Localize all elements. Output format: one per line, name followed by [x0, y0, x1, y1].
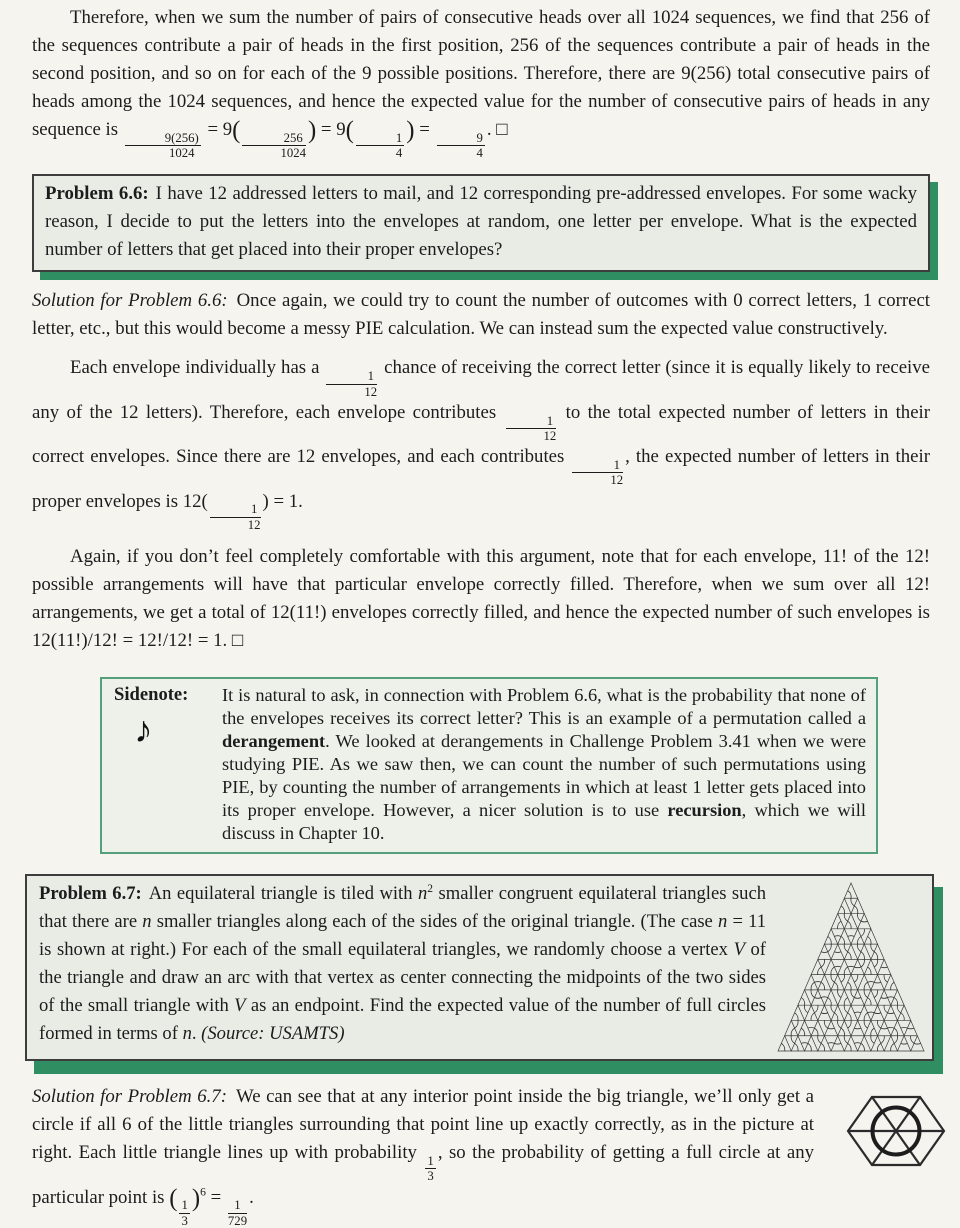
paragraph-consecutive-heads: Therefore, when we sum the number of pairs of consecutive heads over all 1024 sequences, we find that 256 of the sequences contribute a pair of heads in the first position, 256 of the sequences contribute a pair of heads in the second position, and so on for each of the 9 possible positions. Therefore, there are 9(256) total consecutive pairs of heads among the 1024 sequences, and hence the expected value for the number of consecutive pairs of heads in any sequence is $\frac{9(256)}{1024}$ = 9( $\frac{256}{1024}$ ) = 9( $\frac{1}{4}$ ) = $\frac{9}{4}$ . □ [32, 7, 930, 161]
triangle-grid-svg [776, 881, 926, 1053]
problem-6-6-label: Problem 6.6: [45, 183, 149, 205]
solution-6-6-p2: Each envelope individually has a $\frac{1}{12}$ chance of receiving the correct letter (since it is equally likely to receive any of the 12 letters). Therefore, each envelope contributes $\frac{1}{12}$ to the total expected number of letters in their correct envelopes. Since there are 12 envelopes, and each contributes $\frac{1}{12}$ , the expected number of letters in their proper envelopes is 12( $\frac{1}{12}$ ) = 1. [32, 357, 931, 532]
solution-6-7-text: We can see that at any interior point inside the big triangle, we’ll only get a circle if all 6 of the little triangles surrounding that point line up exactly correctly, as in the picture at right. Each little triangle lines up with probability $\frac{1}{3}$ , so the probability of getting a full circle at any particular point is ( $\frac{1}{3}$ )$^6$ = $\frac{1}{729}$ . [32, 1086, 814, 1228]
problem-6-7-box [25, 874, 934, 1061]
solution-6-6-p1-text: Once again, we could try to count the number of outcomes with 0 correct letters, 1 correct letter, etc., but this would become a messy PIE calculation. We can instead sum the expected value constructively. [32, 290, 930, 340]
problem-6-7-label: Problem 6.7: [39, 883, 142, 905]
music-note-icon: ♪ [134, 710, 153, 752]
problem-6-7-paragraph [39, 880, 776, 1048]
problem-6-6-text: I have 12 addressed letters to mail, and 12 corresponding pre-addressed envelopes. For some wacky reason, I decide to put the letters into the envelopes at random, one letter per envelope. What is the expected number of letters that get placed into their proper envelopes? [45, 183, 917, 261]
sidenote-box [100, 677, 878, 854]
solution-6-6-p3: Again, if you don’t feel completely comfortable with this argument, note that for each envelope, 11! of the 12! possible arrangements will have that particular envelope correctly filled. Therefore, when we sum over all 12! arrangements, we get a total of 12(11!) envelopes correctly filled, and hence the expected number of such envelopes is 12(11!)/12! = 12!/12! = 1. □ [32, 546, 930, 652]
sidenote-gutter [114, 684, 214, 845]
triangle-grid-figure [776, 880, 926, 1053]
solution-6-7-section [32, 1083, 930, 1228]
problem-6-7-text: An equilateral triangle is tiled with $n^2$ smaller congruent equilateral triangles such that there are n smaller triangles along each of the sides of the original triangle. (The case n = 11 is shown at right.) For each of the small equilateral triangles, we randomly choose a vertex V of the triangle and draw an arc with that vertex as center connecting the midpoints of the two sides of the small triangle with V as an endpoint. Find the expected value of the number of full circles formed in terms of n. (Source: USAMTS) [39, 883, 767, 1045]
problem-6-6-box [32, 174, 930, 272]
problem-6-6-paragraph [45, 180, 917, 264]
solution-6-6-intro [32, 287, 930, 343]
hexagon-circle-svg [846, 1091, 946, 1171]
hexagon-circle-figure [846, 1091, 946, 1176]
solution-6-7-paragraph [32, 1083, 814, 1228]
solution-6-6-label: Solution for Problem 6.6: [32, 290, 228, 312]
solution-6-7-label: Solution for Problem 6.7: [32, 1086, 227, 1108]
sidenote-text: It is natural to ask, in connection with Problem 6.6, what is the probability that none of the envelopes receives its correct letter? This is an example of a permutation called a derangement. We looked at derangements in Challenge Problem 3.41 when we were studying PIE. As we saw then, we can count the number of such permutations using PIE, by counting the number of arrangements in which at least 1 letter gets placed into its proper envelope. However, a nicer solution is to use recursion, which we will discuss in Chapter 10. [222, 685, 867, 844]
sidenote-label: Sidenote: [114, 684, 189, 706]
